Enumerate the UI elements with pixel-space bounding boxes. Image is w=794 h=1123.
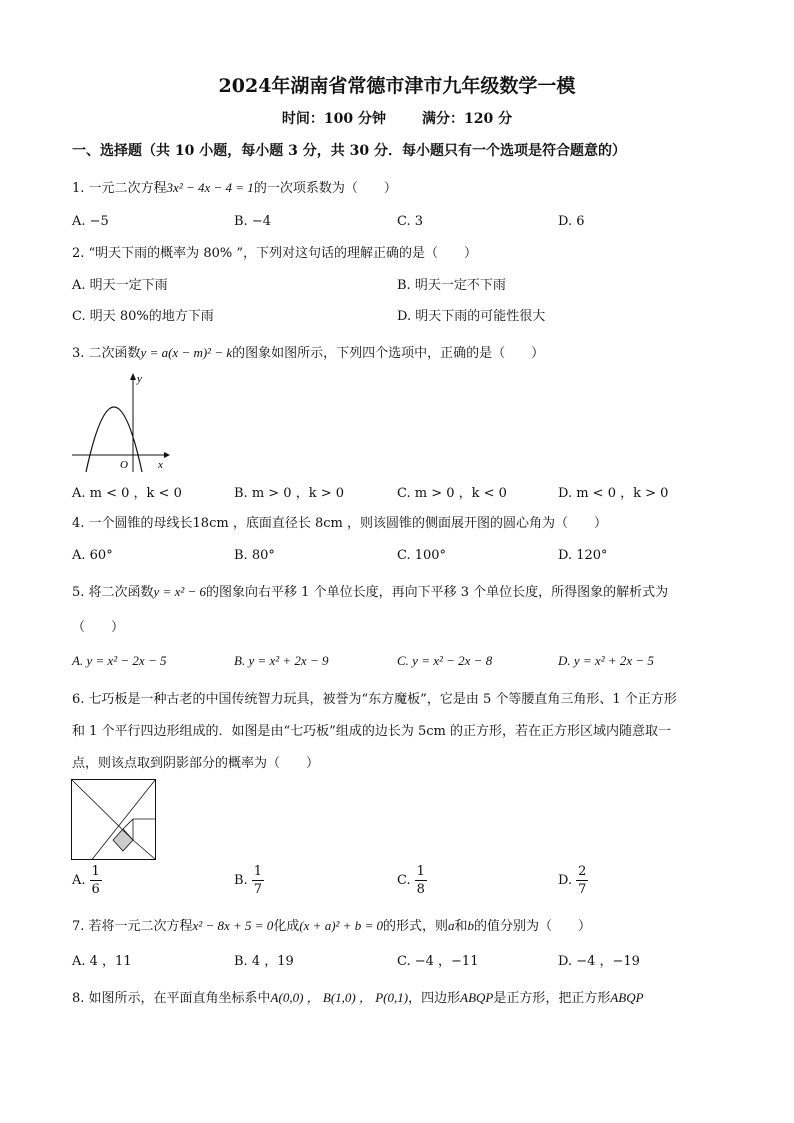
q2-option-d: D. 明天下雨的可能性很大: [397, 309, 546, 324]
q4-option-b: B. 80°: [234, 548, 275, 563]
question-5-stem: 5. 将二次函数y = x² − 6的图象向右平移 1 个单位长度，再向下平移 3 个单位长度，所得图象的解析式为: [72, 584, 669, 600]
question-1-stem: 1. 一元二次方程3x² − 4x − 4 = 1的一次项系数为（ ）: [72, 180, 397, 196]
y-label: y: [137, 373, 142, 385]
question-3-stem: 3. 二次函数y = a(x − m)² − k的图象如图所示，下列四个选项中，正确的是（ ）: [72, 345, 545, 361]
equation: y = a(x − m)² − k: [140, 345, 233, 360]
q1-option-c: C. 3: [397, 214, 424, 229]
parabola-curve: [86, 407, 142, 472]
equation: 3x² − 4x − 4 = 1: [166, 180, 254, 195]
fraction: $\frac{2}{7}$: [578, 864, 587, 897]
q6-option-a: A. $\frac{1}{6}$: [72, 864, 100, 897]
q7-option-b: B. 4 ，19: [234, 954, 294, 969]
question-6-line2: 和 1 个平行四边形组成的．如图是由“七巧板”组成的边长为 5cm 的正方形，若在正方形区域内随意取一: [72, 724, 671, 739]
tangram-figure: [71, 779, 157, 861]
q3-option-b: B. m > 0 ，k > 0: [234, 486, 345, 501]
x-axis-arrow: [164, 452, 170, 458]
q3-option-c: C. m > 0 ，k < 0: [397, 486, 507, 501]
q4-option-c: C. 100°: [397, 548, 447, 563]
q5-option-d: D. y = x² + 2x − 5: [558, 653, 654, 668]
question-6-line1: 6. 七巧板是一种古老的中国传统智力玩具，被誉为“东方魔板”，它是由 5 个等腰直角三角形、1 个正方形: [72, 692, 677, 707]
q3-option-d: D. m < 0 ，k > 0: [558, 486, 669, 501]
q1-option-a: A. −5: [72, 214, 109, 229]
q3-option-a: A. m < 0 ，k < 0: [72, 486, 182, 501]
equation: y = x² − 6: [153, 584, 207, 599]
q1-option-d: D. 6: [558, 214, 585, 229]
q4-option-d: D. 120°: [558, 548, 608, 563]
q5-option-b: B. y = x² + 2x − 9: [234, 653, 329, 668]
points: A(0,0) ， B(1,0) ， P(0,1): [270, 990, 409, 1005]
q7-option-d: D. −4 ，−19: [558, 954, 640, 969]
q6-option-d: D. $\frac{2}{7}$: [558, 864, 587, 897]
q1-option-b: B. −4: [234, 214, 271, 229]
parabola-figure: [70, 372, 170, 476]
question-5-brackets: （ ）: [72, 620, 125, 635]
question-8-stem: 8. 如图所示，在平面直角坐标系中A(0,0) ， B(1,0) ， P(0,1)，四边形ABQP是正方形，把正方形ABQP: [72, 990, 644, 1006]
x-label: x: [158, 459, 163, 471]
question-2-stem: 2. “明天下雨的概率为 80% ”，下列对这句话的理解正确的是（ ）: [72, 246, 477, 261]
q7-option-c: C. −4 ，−11: [397, 954, 479, 969]
q5-option-c: C. y = x² − 2x − 8: [397, 653, 493, 668]
q6-option-b: B. $\frac{1}{7}$: [234, 864, 262, 897]
exam-info: [0, 108, 794, 128]
q4-option-a: A. 60°: [72, 548, 113, 563]
q7-option-a: A. 4 ，11: [72, 954, 132, 969]
question-4-stem: 4. 一个圆锥的母线长18cm ，底面直径长 8cm ，则该圆锥的侧面展开图的圆心角为（ ）: [72, 516, 607, 531]
equation: x² − 8x + 5 = 0: [192, 918, 274, 933]
y-axis-arrow: [130, 373, 136, 380]
time-limit: 时间：100 分钟: [281, 111, 386, 127]
fraction: $\frac{1}{7}$: [253, 864, 262, 897]
q6-option-c: C. $\frac{1}{8}$: [397, 864, 425, 897]
section-heading: 一、选择题（共 10 小题，每小题 3 分，共 30 分．每小题只有一个选项是符合题意的）: [72, 143, 626, 159]
page-title: 2024年湖南省常德市津市九年级数学一模: [218, 75, 576, 97]
origin-label: O: [120, 459, 128, 471]
q5-option-a: A. y = x² − 2x − 5: [72, 653, 167, 668]
q2-option-a: A. 明天一定下雨: [72, 278, 168, 293]
question-6-line3: 点，则该点取到阴影部分的概率为（ ）: [72, 756, 320, 771]
question-7-stem: 7. 若将一元二次方程x² − 8x + 5 = 0化成(x + a)² + b = 0的形式，则a和b的值分别为（ ）: [72, 918, 592, 934]
fraction: $\frac{1}{6}$: [91, 864, 100, 897]
q2-option-b: B. 明天一定不下雨: [397, 278, 506, 293]
full-score: 满分：120 分: [422, 111, 513, 127]
equation: (x + a)² + b = 0: [299, 918, 383, 933]
fraction: $\frac{1}{8}$: [416, 864, 425, 897]
q2-option-c: C. 明天 80%的地方下雨: [72, 309, 214, 324]
